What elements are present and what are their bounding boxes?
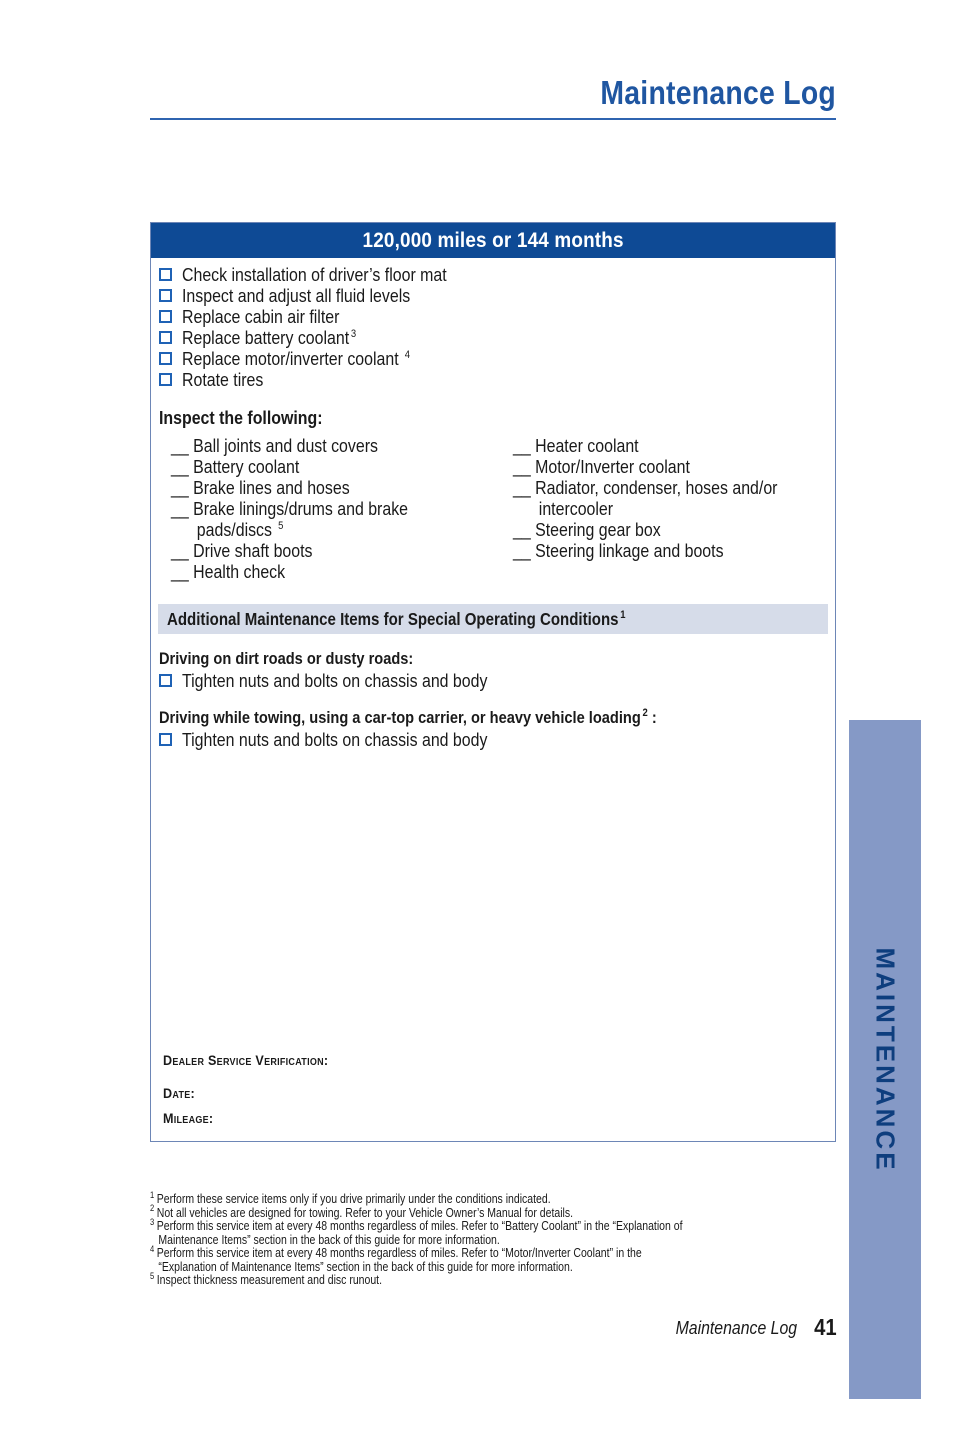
inspect-left-column — [171, 435, 447, 582]
footnote-continued: Maintenance Items” section in the back of this guide for more information. — [158, 1232, 500, 1247]
checklist-item[interactable] — [159, 348, 447, 369]
checklist-item[interactable] — [159, 670, 537, 691]
checkbox-icon[interactable] — [159, 268, 172, 281]
inspect-item: __ Steering linkage and boots — [513, 540, 724, 561]
footnote-number: 5 — [150, 1270, 155, 1281]
footnote-number: 3 — [150, 1216, 155, 1227]
footnote — [150, 1216, 730, 1234]
footnote-text: Perform these service items only if you drive primarily under the conditions indicated. — [156, 1192, 551, 1206]
inspect-right-column — [513, 435, 821, 561]
interval-header — [151, 223, 835, 258]
footnote-number: 2 — [150, 1203, 155, 1214]
footnote — [150, 1270, 730, 1288]
footnote-continued: “Explanation of Maintenance Items” section in the back of this guide for more information. — [158, 1259, 573, 1274]
checkbox-icon[interactable] — [159, 310, 172, 323]
footnote-number: 4 — [150, 1243, 155, 1254]
footnotes — [150, 1189, 840, 1288]
inspect-item: __ Health check — [171, 561, 286, 582]
footnote-text: Perform this service item at every 48 months regardless of miles. Refer to “Motor/Inverter Coolant” in the — [156, 1246, 642, 1260]
checkbox-icon[interactable] — [159, 674, 172, 687]
checklist-item[interactable] — [159, 369, 277, 390]
checklist-item-label: Tighten nuts and bolts on chassis and body — [182, 670, 488, 691]
checkbox-icon[interactable] — [159, 733, 172, 746]
checkbox-icon[interactable] — [159, 331, 172, 344]
checklist-item[interactable] — [159, 285, 447, 306]
towing-heading-colon: : — [647, 708, 657, 727]
towing-heading — [159, 707, 657, 728]
checklist-item-label: Replace cabin air filter — [182, 306, 340, 327]
inspect-item: __ Steering gear box — [513, 519, 661, 540]
page-number: 41 — [814, 1314, 837, 1340]
inspect-heading: Inspect the following: — [159, 407, 323, 428]
checklist-item-label: Rotate tires — [182, 369, 264, 390]
inspect-item: __ Brake linings/drums and brake — [171, 498, 409, 519]
page-title: Maintenance Log — [600, 74, 836, 111]
footnote-ref: 1 — [620, 609, 626, 622]
checkbox-icon[interactable] — [159, 289, 172, 302]
footnote-ref: 5 — [278, 519, 284, 532]
footnote-text: Perform this service item at every 48 months regardless of miles. Refer to “Battery Coolant” in the “Explanation of — [156, 1219, 683, 1233]
footer-section-label: Maintenance Log — [675, 1318, 797, 1338]
dirt-roads-heading: Driving on dirt roads or dusty roads: — [159, 649, 414, 668]
special-conditions-banner — [158, 604, 828, 634]
inspect-item-continued: intercooler — [538, 498, 614, 519]
checklist-item[interactable] — [159, 306, 365, 327]
checklist-item[interactable] — [159, 264, 490, 285]
checklist-item-label: Replace motor/inverter coolant — [182, 348, 404, 369]
inspect-item-continued — [171, 519, 408, 540]
dealer-verification-label: Dealer Service Verification: — [163, 1052, 329, 1068]
inspect-item: __ Ball joints and dust covers — [171, 435, 378, 456]
checklist-item[interactable] — [159, 327, 385, 348]
checklist-item-label: Replace battery coolant — [182, 327, 350, 348]
inspect-item: __ Heater coolant — [513, 435, 639, 456]
title-divider — [150, 118, 836, 120]
checkbox-icon[interactable] — [159, 352, 172, 365]
date-label: Date: — [163, 1085, 195, 1101]
towing-heading-text: Driving while towing, using a car-top carrier, or heavy vehicle loading — [159, 708, 641, 727]
checklist-item[interactable] — [159, 729, 537, 750]
checkbox-icon[interactable] — [159, 373, 172, 386]
maintenance-log-box — [150, 222, 836, 1142]
footnote-ref: 2 — [642, 707, 648, 720]
special-conditions-heading: Additional Maintenance Items for Special Operating Conditions — [167, 609, 619, 629]
inspect-item: __ Motor/Inverter coolant — [513, 456, 690, 477]
footnote-ref: 3 — [350, 327, 357, 340]
inspect-item: __ Brake lines and hoses — [171, 477, 350, 498]
checklist-item-label: Tighten nuts and bolts on chassis and body — [182, 729, 488, 750]
checklist-item-label: Inspect and adjust all fluid levels — [182, 285, 411, 306]
footnote — [150, 1203, 730, 1221]
inspect-item: __ Battery coolant — [171, 456, 300, 477]
checklist-item-label: Check installation of driver’s floor mat — [182, 264, 447, 285]
footnote-number: 1 — [150, 1189, 155, 1200]
side-tab-label: MAINTENANCE — [870, 947, 901, 1173]
inspect-item-text: pads/discs — [196, 519, 277, 540]
footnote — [150, 1243, 730, 1261]
inspect-item: __ Radiator, condenser, hoses and/or — [513, 477, 778, 498]
footnote-text: Inspect thickness measurement and disc runout. — [156, 1273, 383, 1287]
footnote-ref: 4 — [404, 348, 411, 361]
inspect-item: __ Drive shaft boots — [171, 540, 313, 561]
mileage-label: Mileage: — [163, 1110, 214, 1126]
footnote-text: Not all vehicles are designed for towing. Refer to your Vehicle Owner’s Manual for details. — [156, 1205, 574, 1220]
interval-header-label: 120,000 miles or 144 months — [362, 229, 624, 252]
footnote — [150, 1189, 730, 1207]
